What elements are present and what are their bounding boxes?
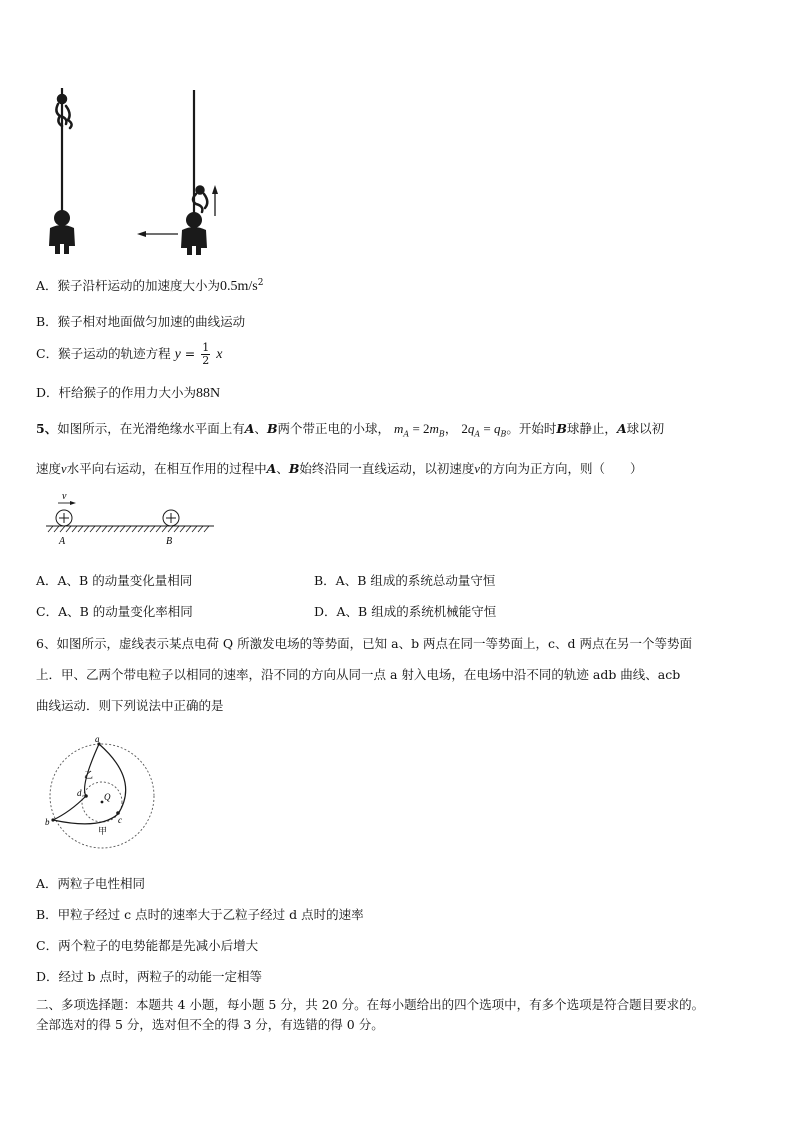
svg-text:a: a (95, 734, 100, 744)
q6-option-a: A．两粒子电性相同 (36, 876, 146, 891)
q5-line-2: 速度v水平向右运动，在相互作用的过程中A、B始终沿同一直线运动，以初速度v的方向为正方向，则（ ） (36, 460, 643, 476)
q5-option-c: C．A、B 的动量变化率相同 (36, 604, 193, 619)
q6-line-2: 上．甲、乙两个带电粒子以相同的速率，沿不同的方向从同一点 a 射入电场，在电场中沿不同的轨迹 adb 曲线、acb (36, 667, 681, 682)
q4-option-b: B．猴子相对地面做匀加速的曲线运动 (36, 314, 246, 329)
svg-text:Q: Q (104, 792, 111, 802)
section-2-instructions-line-1: 二、多项选择题：本题共 4 小题，每小题 5 分，共 20 分。在每小题给出的四个选项中，有多个选项是符合题目要求的。 (36, 997, 705, 1012)
svg-text:乙: 乙 (84, 770, 94, 780)
q6-option-c: C．两个粒子的电势能都是先减小后增大 (36, 938, 259, 953)
svg-text:d: d (77, 788, 82, 798)
trajectory-adb (53, 744, 99, 820)
q5-stem (36, 414, 762, 484)
monkey-pole-figure (40, 84, 240, 256)
svg-text:甲: 甲 (98, 826, 108, 836)
q6-diagram (40, 734, 164, 858)
q5-option-b: B．A、B 组成的系统总动量守恒 (314, 573, 496, 588)
q6-option-d: D．经过 b 点时，两粒子的动能一定相等 (36, 969, 262, 984)
right-monkey (193, 187, 207, 213)
ball-b (163, 510, 179, 526)
q4-option-a: A．猴子沿杆运动的加速度大小为$0.5m/s^2$ (36, 277, 264, 294)
velocity-label: v (62, 491, 67, 502)
fraction-one-half: $\frac{1}{2}$ (202, 341, 210, 367)
q6-line-3: 曲线运动．则下列说法中正确的是 (36, 698, 224, 713)
left-person (49, 210, 75, 254)
section-2-instructions-line-2: 全部选对的得 5 分，选对但不全的得 3 分，有选错的得 0 分。 (36, 1017, 384, 1032)
q4-option-d: D．杆给猴子的作用力大小为88N (36, 385, 221, 401)
q5-diagram (44, 490, 220, 546)
svg-text:A: A (59, 536, 66, 546)
svg-text:c: c (118, 815, 122, 825)
left-monkey (56, 95, 71, 128)
trajectory-acb (53, 744, 126, 824)
ground-hatch (48, 526, 209, 532)
q5-line-1: 5、如图所示，在光滑绝缘水平面上有A、B两个带正电的小球， $m_A = 2m_B$， $2q_A = q_B$。开始时B球静止，A球以初 (36, 421, 665, 439)
right-person (181, 212, 207, 255)
q5-option-a: A．A、B 的动量变化量相同 (36, 573, 193, 588)
svg-text:b: b (45, 817, 50, 827)
svg-text:B: B (166, 536, 173, 546)
q6-line-1: 6、如图所示，虚线表示某点电荷 Q 所激发电场的等势面，已知 a、b 两点在同一等势面上，c、d 两点在另一个等势面 (36, 636, 693, 651)
q5-option-d: D．A、B 组成的系统机械能守恒 (314, 604, 497, 619)
acceleration-value: 0.5m/s (220, 279, 258, 294)
ball-a (56, 510, 72, 526)
q6-option-b: B．甲粒子经过 c 点时的速率大于乙粒子经过 d 点时的速率 (36, 907, 364, 922)
q4-option-c: C．猴子运动的轨迹方程 y = $\frac{1}{2}$ x (36, 341, 223, 367)
